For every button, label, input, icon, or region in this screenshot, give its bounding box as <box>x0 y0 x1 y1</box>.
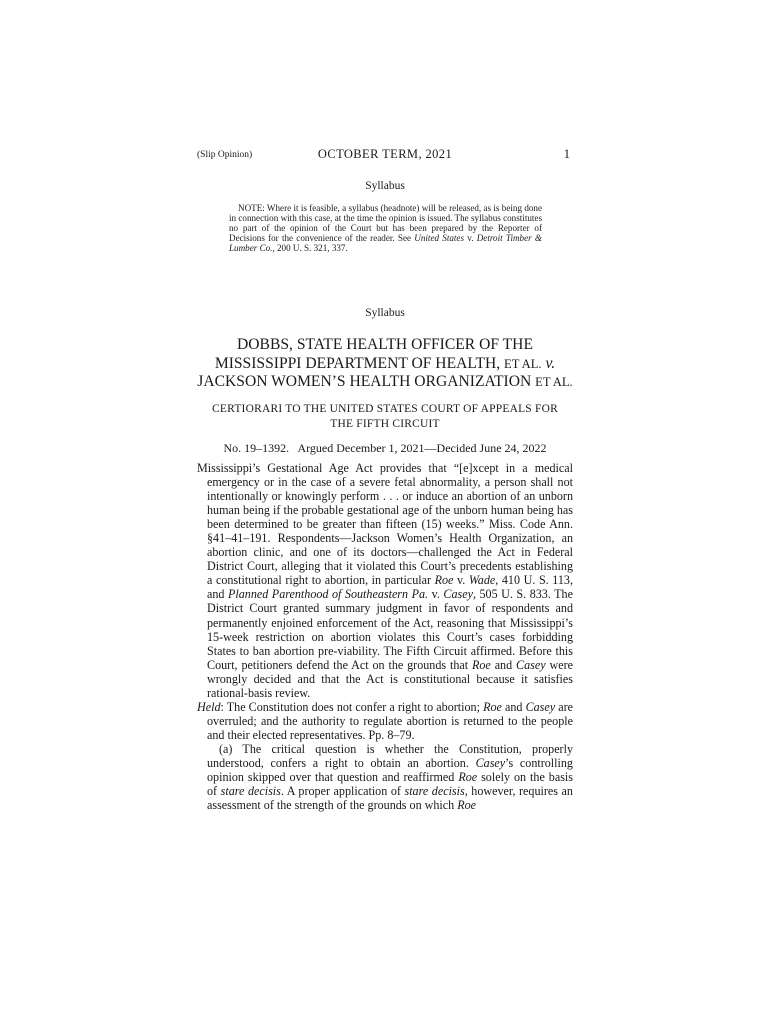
text-span: and <box>501 699 526 714</box>
case-name-italic: Casey <box>475 755 506 770</box>
facts-paragraph <box>197 461 573 700</box>
held-label: Held <box>197 699 221 714</box>
case-name-italic: Roe <box>483 699 502 714</box>
certiorari-line-2: THE FIFTH CIRCUIT <box>330 418 440 430</box>
certiorari-heading <box>190 402 580 432</box>
case-name-italic: Roe <box>458 770 478 785</box>
text-span: v. <box>428 587 444 602</box>
latin-term-italic: stare decisis <box>404 784 465 799</box>
text-span: v. <box>453 573 469 588</box>
text-span: , 410 U. S. 113, and <box>207 573 573 602</box>
case-caption <box>190 336 580 392</box>
case-name-italic: Planned Parenthood of Southeastern Pa. <box>227 587 429 602</box>
held-paragraph <box>197 700 573 742</box>
latin-term-italic: stare decisis <box>220 784 281 799</box>
term-title: OCTOBER TERM, 2021 <box>317 147 453 161</box>
running-header <box>197 147 573 165</box>
page-number: 1 <box>563 147 570 161</box>
note-citation-rest: , 200 U. S. 321, 337. <box>272 243 348 254</box>
text-span: ’s controlling opinion skipped over that question and reaffirmed <box>207 755 573 785</box>
text-span: were wrongly decided and that the Act is constitutional because it satisfies rational-basis review. <box>207 657 573 700</box>
text-span: Mississippi’s Gestational Age Act provides that “[e]xcept in a medical emergency or in the case of a severe fetal abnormality, a person shall not intentionally or knowingly perform . . . or induce an abortion of an unborn human being if the probable gestational age of the unborn human being has been determined to be greater than fifteen (15) weeks.” Miss. Code Ann. §41–41–191. Respondents—Jackson Women’s Health Organization, an abortion clinic, and one of its doctors—challenged the Act in Federal District Court, alleging that it violated this Court’s precedents establishing a constitutional right to abortion, in particular <box>197 461 573 588</box>
caption-versus: v. <box>541 354 556 372</box>
syllabus-note <box>229 203 542 253</box>
caption-line-2 <box>190 355 580 374</box>
text-span: solely on the basis of <box>207 770 573 799</box>
case-name-italic: Wade <box>468 573 496 588</box>
text-span: , 505 U. S. 833. The District Court granted summary judgment in favor of respondents and permanently enjoined enforcement of the Act, reasoning that Mississippi’s 15-week restriction on abortion violates this Court’s cases forbidding States to ban abortion pre-viability. The Fifth Circuit affirmed. Before this Court, petitioners defend the Act on the grounds that <box>207 587 573 672</box>
certiorari-line-1: CERTIORARI TO THE UNITED STATES COURT OF APPEALS FOR <box>212 403 558 415</box>
paragraph-a <box>197 742 573 812</box>
case-name-italic: Casey <box>443 587 473 602</box>
caption-line-1: DOBBS, STATE HEALTH OFFICER OF THE <box>237 336 533 353</box>
syllabus-body <box>197 461 573 812</box>
caption-et-al-2: ET AL. <box>535 375 573 390</box>
docket-line: No. 19–1392. Argued December 1, 2021—Decided June 24, 2022 <box>223 441 547 455</box>
case-name-italic: Roe <box>472 657 491 672</box>
text-span: and <box>490 657 517 672</box>
note-citation-party2: Detroit Timber & Lumber Co. <box>229 233 542 254</box>
case-name-italic: Roe <box>434 573 454 588</box>
caption-line-2-main: MISSISSIPPI DEPARTMENT OF HEALTH, <box>214 354 505 372</box>
caption-line-3 <box>190 373 580 392</box>
case-name-italic: Roe <box>457 798 477 813</box>
syllabus-heading-mid: Syllabus <box>365 307 405 319</box>
note-text: NOTE: Where it is feasible, a syllabus (headnote) will be released, as is being done in connection with this case, at the time the opinion is issued. The syllabus constitutes no part of the opinion of the Court but has been prepared by the Reporter of Decisions for the convenience of the reader. See <box>229 203 542 244</box>
caption-line-3-main: JACKSON WOMEN’S HEALTH ORGANIZATION <box>197 373 536 391</box>
text-span: are overruled; and the authority to regulate abortion is returned to the people and their elected representatives. Pp. 8–79. <box>207 699 573 742</box>
text-span: : The Constitution does not confer a right to abortion; <box>220 699 484 714</box>
case-name-italic: Casey <box>525 699 556 714</box>
note-citation-v: v. <box>464 233 477 244</box>
case-name-italic: Casey <box>516 657 546 672</box>
caption-et-al-1: ET AL. <box>504 356 542 371</box>
text-span: . A proper application of <box>280 784 405 799</box>
text-span: , however, requires an assessment of the strength of the grounds on which <box>207 784 573 813</box>
slip-opinion-label: (Slip Opinion) <box>197 150 253 160</box>
text-span: (a) The critical question is whether the Constitution, properly understood, confers a right to obtain an abortion. <box>207 741 573 770</box>
note-citation-party: United States <box>414 233 464 244</box>
syllabus-heading-top: Syllabus <box>365 180 405 192</box>
